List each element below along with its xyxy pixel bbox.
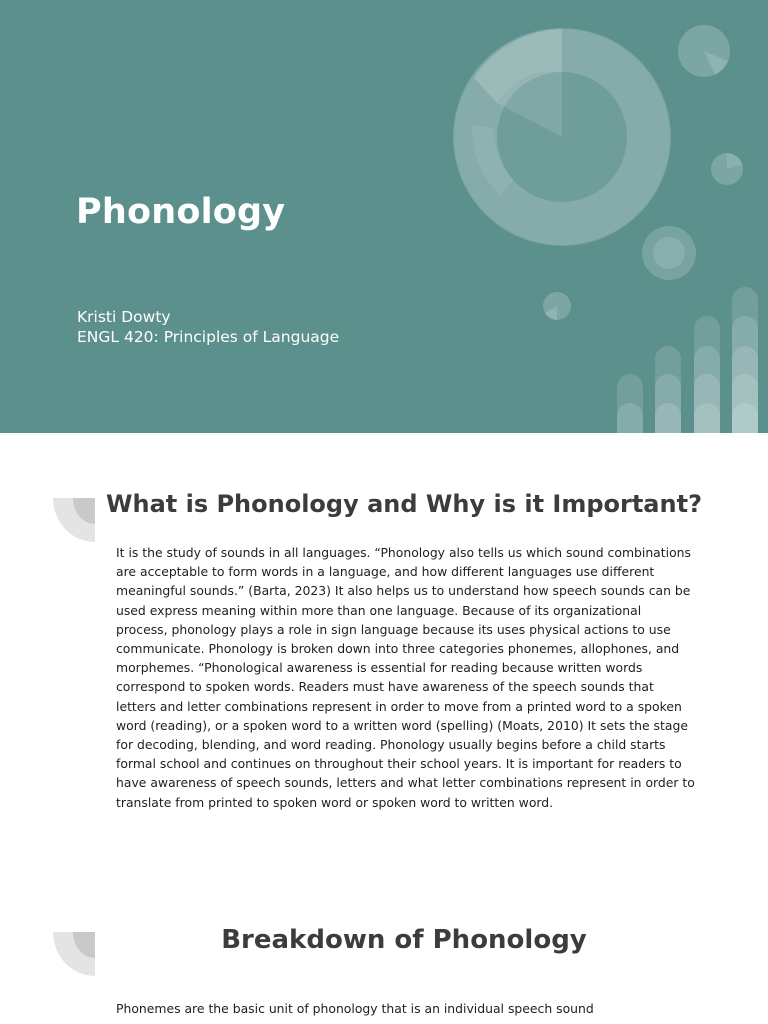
corner-arc-icon bbox=[53, 498, 95, 542]
course-name: ENGL 420: Principles of Language bbox=[77, 328, 340, 346]
author-name: Kristi Dowty bbox=[77, 308, 171, 326]
title-slide bbox=[0, 0, 768, 433]
presentation-title: Phonology bbox=[76, 192, 286, 232]
section-heading-what-is-phonology: What is Phonology and Why is it Important? bbox=[106, 490, 702, 518]
corner-arc-icon bbox=[53, 932, 95, 976]
small-pie-decoration bbox=[678, 25, 730, 77]
mini-pie-decoration bbox=[711, 153, 743, 185]
section-body-what-is-phonology: It is the study of sounds in all languages. “Phonology also tells us which sound combinations are acceptable to form words in a language, and how different languages use different meaningful sounds.” (Barta, 2023) It also helps us to understand how speech sounds can be used express meaning within more than one language. Because of its organizational process, phonology plays a role in sign language because its uses physical actions to use communicate. Phonology is broken down into three categories phonemes, allophones, and morphemes. “Phonological awareness is essential for reading because written words correspond to spoken words. Readers must have awareness of the speech sounds that letters and letter combinations represent in order to move from a printed word to a spoken word (reading), or a spoken word to a written word (spelling) (Moats, 2010) It sets the stage for decoding, blending, and word reading. Phonology usually begins before a child starts formal school and continues on throughout their school years. It is important for readers to have awareness of speech sounds, letters and what letter combinations represent in order to translate from printed to spoken word or spoken word to written word. bbox=[116, 545, 695, 810]
donut-chart-decoration bbox=[454, 29, 670, 245]
section-heading-breakdown: Breakdown of Phonology bbox=[221, 925, 587, 955]
bar-decoration bbox=[617, 287, 758, 433]
section-body-breakdown: Phonemes are the basic unit of phonology that is an individual speech sound bbox=[116, 1001, 594, 1016]
tiny-pie-decoration bbox=[543, 292, 571, 320]
target-circle-decoration bbox=[642, 226, 696, 280]
